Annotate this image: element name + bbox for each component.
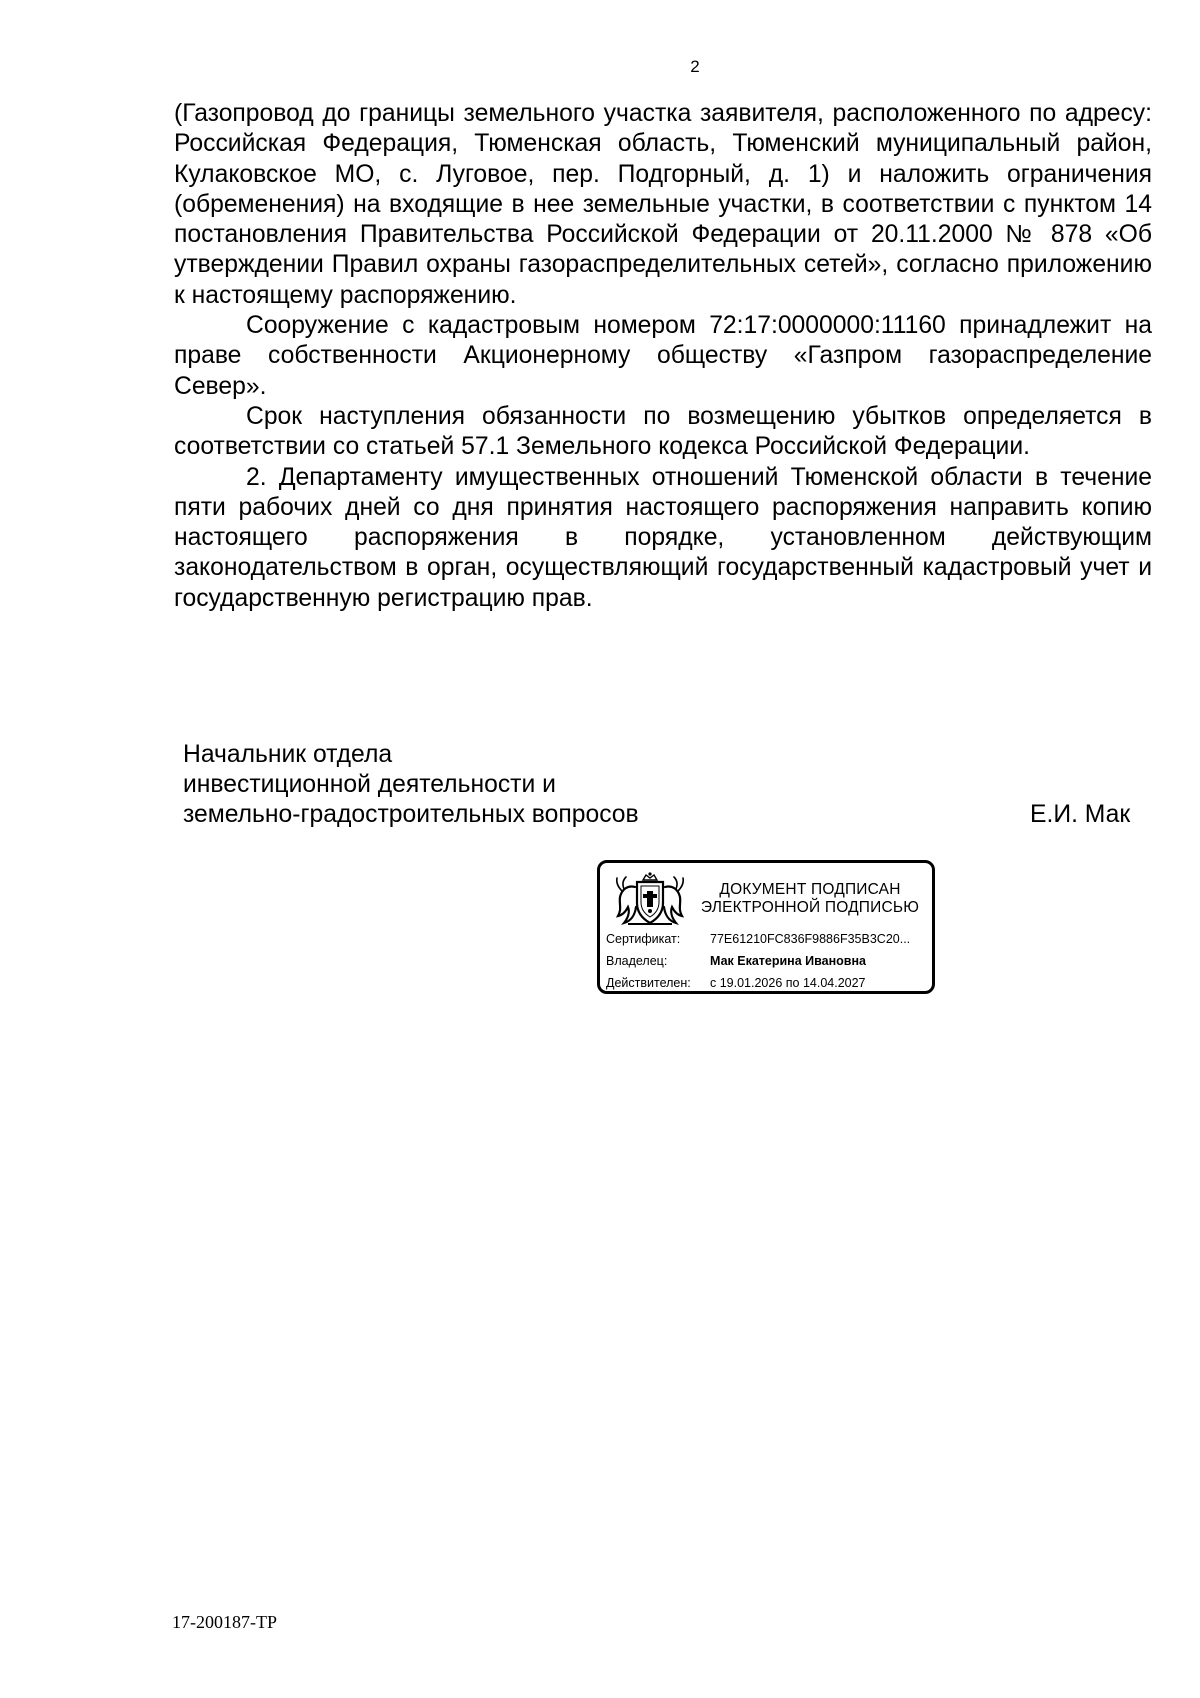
stamp-owner-row bbox=[606, 954, 866, 969]
stamp-certificate-row bbox=[606, 932, 910, 947]
document-code: 17-200187-ТР bbox=[172, 1612, 277, 1632]
paragraph: Сооружение с кадастровым номером 72:17:0000000:11160 принадлежит на праве собственности Акционерному обществу «Газпром газораспределение Север». bbox=[174, 312, 1152, 400]
document-body bbox=[174, 99, 1152, 614]
stamp-valid-label: Действителен: bbox=[606, 976, 691, 990]
signer-position-line: инвестиционной деятельности и bbox=[183, 771, 556, 798]
stamp-owner-value: Мак Екатерина Ивановна bbox=[710, 954, 866, 968]
signer-position-line: Начальник отдела bbox=[183, 741, 393, 768]
signer-position-line: земельно-градостроительных вопросов bbox=[183, 801, 639, 828]
stamp-valid-row bbox=[606, 976, 866, 991]
coat-of-arms-icon bbox=[610, 871, 690, 927]
paragraph: Срок наступления обязанности по возмещению убытков определяется в соответствии со статьей 57.1 Земельного кодекса Российской Федерации. bbox=[174, 402, 1152, 461]
stamp-certificate-value: 77E61210FC836F9886F35B3C20... bbox=[710, 932, 911, 946]
signer-position bbox=[183, 740, 639, 830]
paragraph: 2. Департаменту имущественных отношений Тюменской области в течение пяти рабочих дней со дня принятия настоящего распоряжения направить копию настоящего распоряжения в порядке, установленном действующим законодательством в орган, осуществляющий государственный кадастровый учет и государственную регистрацию прав. bbox=[174, 463, 1152, 612]
stamp-title-line: ДОКУМЕНТ ПОДПИСАН bbox=[719, 881, 901, 898]
electronic-signature-stamp bbox=[597, 860, 935, 994]
stamp-certificate-label: Сертификат: bbox=[606, 932, 681, 946]
stamp-title-line: ЭЛЕКТРОННОЙ ПОДПИСЬЮ bbox=[700, 899, 920, 916]
stamp-valid-value: с 19.01.2026 по 14.04.2027 bbox=[710, 976, 866, 990]
page-number: 2 bbox=[690, 57, 700, 76]
stamp-owner-label: Владелец: bbox=[606, 954, 668, 968]
paragraph: (Газопровод до границы земельного участка заявителя, расположенного по адресу: Российская Федерация, Тюменская область, Тюменский муниципальный район, Кулаковское МО, с. Луговое, пер. Подгорный, д. 1) и наложить ограничения (обременения) на входящие в нее земельные участки, в соответствии с пунктом 14 постановления Правительства Российской Федерации от 20.11.2000 № 878 «Об утверждении Правил охраны газораспределительных сетей», согласно приложению к настоящему распоряжению. bbox=[174, 100, 1152, 309]
stamp-title bbox=[700, 881, 920, 917]
signer-name: Е.И. Мак bbox=[1030, 801, 1131, 828]
